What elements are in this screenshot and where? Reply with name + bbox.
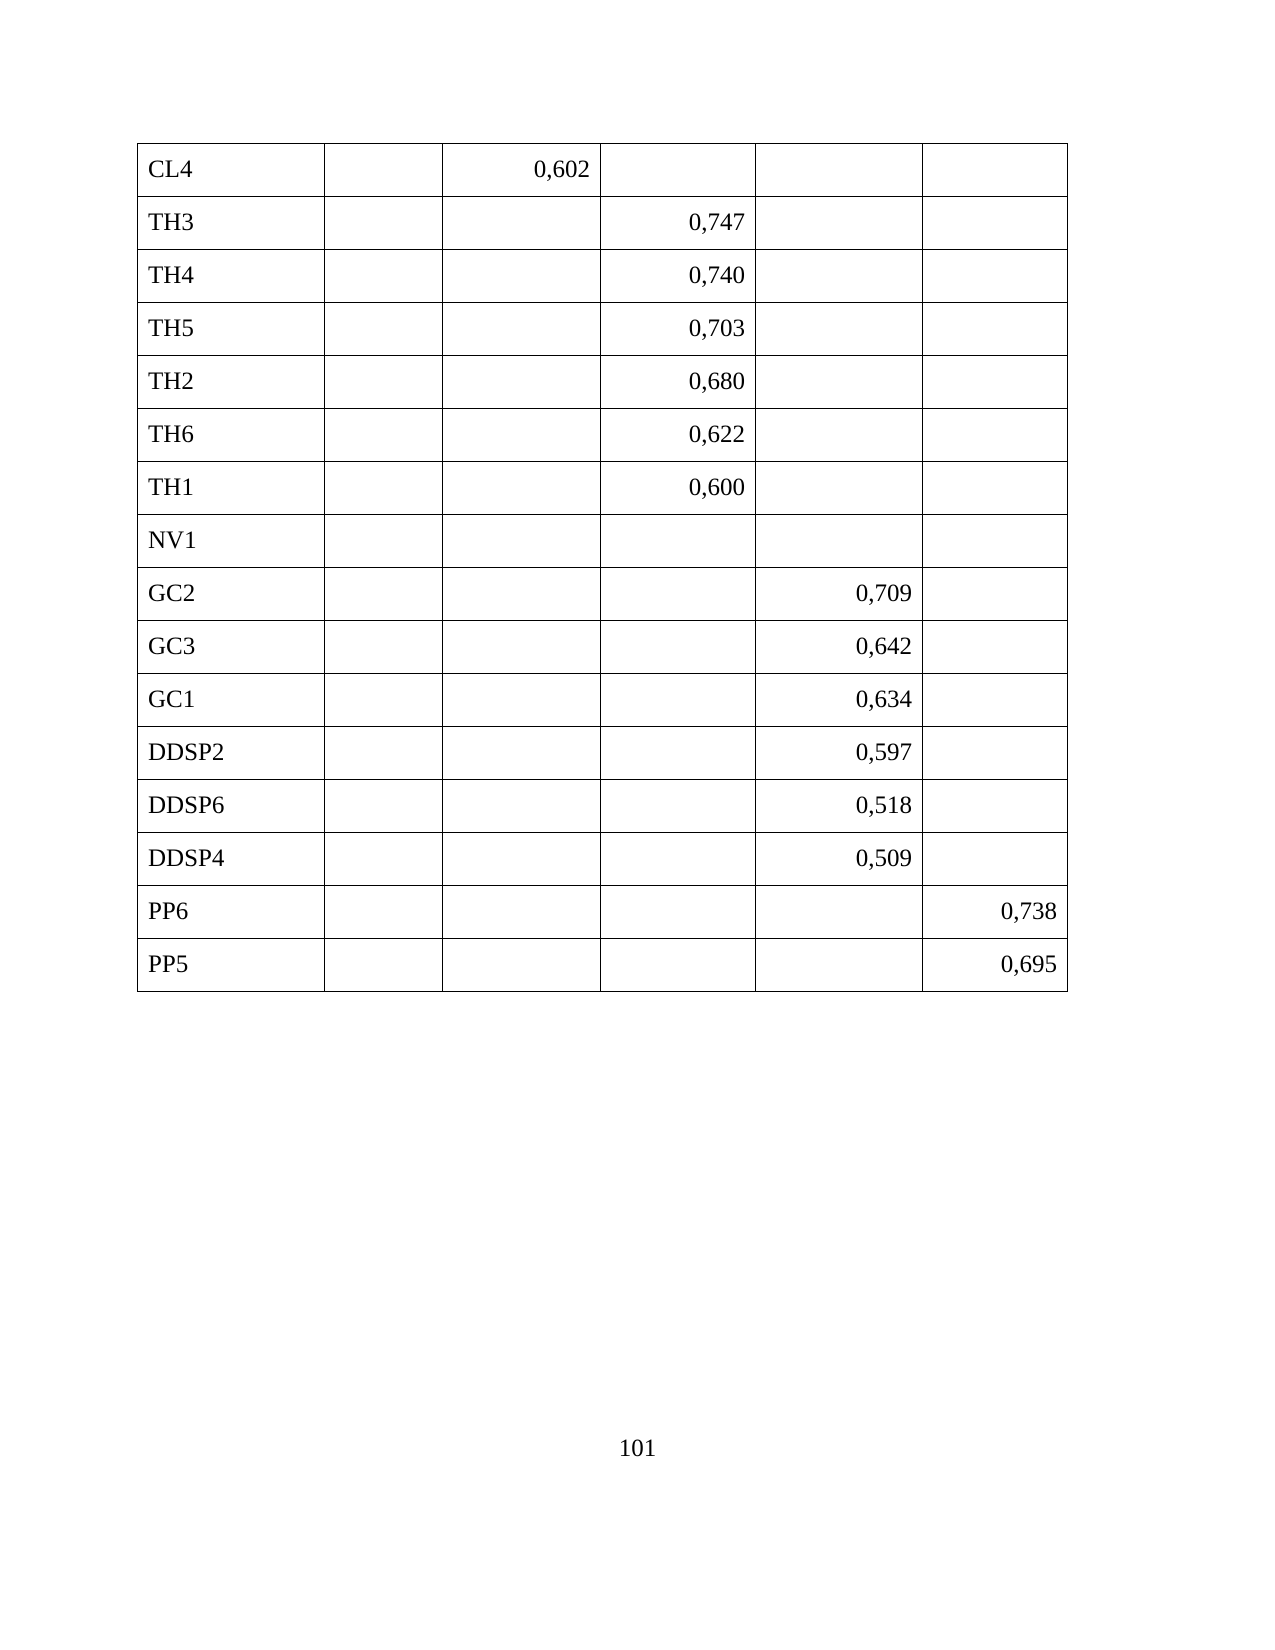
row-value-cell: [923, 462, 1068, 515]
row-value-cell: [923, 144, 1068, 197]
table-row: [138, 886, 1068, 939]
row-value-cell: [443, 462, 601, 515]
row-value-cell: [443, 409, 601, 462]
row-value-cell: [923, 727, 1068, 780]
factor-loadings-table: [137, 143, 1068, 992]
table-row: [138, 621, 1068, 674]
row-value-cell: [923, 568, 1068, 621]
row-value-cell: [756, 197, 923, 250]
row-value-cell: 0,738: [923, 886, 1068, 939]
row-value-cell: [325, 780, 443, 833]
row-value-cell: 0,509: [756, 833, 923, 886]
row-value-cell: [756, 886, 923, 939]
row-label: PP5: [138, 939, 325, 992]
row-value-cell: 0,602: [443, 144, 601, 197]
row-value-cell: [923, 621, 1068, 674]
row-value-cell: 0,634: [756, 674, 923, 727]
row-value-cell: [601, 886, 756, 939]
row-label: TH5: [138, 303, 325, 356]
row-value-cell: [756, 462, 923, 515]
row-value-cell: [325, 462, 443, 515]
row-value-cell: 0,703: [601, 303, 756, 356]
row-value-cell: [756, 939, 923, 992]
row-label: TH3: [138, 197, 325, 250]
row-value-cell: [756, 515, 923, 568]
table-row: [138, 568, 1068, 621]
row-value-cell: 0,518: [756, 780, 923, 833]
row-value-cell: [923, 197, 1068, 250]
row-value-cell: [443, 674, 601, 727]
row-value-cell: [443, 303, 601, 356]
row-value-cell: [443, 515, 601, 568]
table-row: [138, 674, 1068, 727]
row-value-cell: 0,695: [923, 939, 1068, 992]
row-value-cell: 0,680: [601, 356, 756, 409]
row-value-cell: [325, 144, 443, 197]
row-value-cell: [325, 356, 443, 409]
row-label: PP6: [138, 886, 325, 939]
table-row: [138, 462, 1068, 515]
row-value-cell: [325, 568, 443, 621]
row-value-cell: [325, 409, 443, 462]
row-label: TH4: [138, 250, 325, 303]
row-value-cell: 0,597: [756, 727, 923, 780]
row-value-cell: [443, 886, 601, 939]
row-value-cell: [756, 303, 923, 356]
table-row: [138, 303, 1068, 356]
row-value-cell: [443, 621, 601, 674]
row-value-cell: [443, 833, 601, 886]
row-label: GC2: [138, 568, 325, 621]
row-value-cell: [601, 727, 756, 780]
row-value-cell: [601, 144, 756, 197]
row-value-cell: [325, 727, 443, 780]
factor-loadings-table-container: [137, 143, 1067, 992]
row-label: NV1: [138, 515, 325, 568]
table-row: [138, 780, 1068, 833]
row-value-cell: [756, 409, 923, 462]
row-value-cell: [923, 515, 1068, 568]
row-value-cell: [601, 568, 756, 621]
row-label: TH1: [138, 462, 325, 515]
row-value-cell: [923, 674, 1068, 727]
table-row: [138, 727, 1068, 780]
row-value-cell: [443, 568, 601, 621]
row-value-cell: 0,622: [601, 409, 756, 462]
row-value-cell: [443, 356, 601, 409]
table-row: [138, 409, 1068, 462]
row-label: CL4: [138, 144, 325, 197]
row-value-cell: 0,747: [601, 197, 756, 250]
table-row: [138, 250, 1068, 303]
row-value-cell: [601, 833, 756, 886]
row-value-cell: [923, 833, 1068, 886]
row-value-cell: [443, 780, 601, 833]
row-value-cell: 0,709: [756, 568, 923, 621]
row-value-cell: 0,740: [601, 250, 756, 303]
row-value-cell: [325, 621, 443, 674]
row-label: DDSP6: [138, 780, 325, 833]
row-value-cell: [325, 833, 443, 886]
row-value-cell: [325, 939, 443, 992]
row-value-cell: [923, 303, 1068, 356]
row-value-cell: [325, 303, 443, 356]
row-value-cell: [601, 780, 756, 833]
table-row: [138, 833, 1068, 886]
row-label: GC3: [138, 621, 325, 674]
row-value-cell: 0,600: [601, 462, 756, 515]
row-value-cell: [923, 356, 1068, 409]
row-value-cell: [601, 621, 756, 674]
page-number: 101: [618, 1435, 657, 1462]
row-value-cell: [325, 515, 443, 568]
row-label: GC1: [138, 674, 325, 727]
row-value-cell: [325, 197, 443, 250]
row-value-cell: [443, 939, 601, 992]
table-row: [138, 515, 1068, 568]
row-value-cell: 0,642: [756, 621, 923, 674]
table-row: [138, 356, 1068, 409]
row-value-cell: [756, 356, 923, 409]
table-body: [138, 144, 1068, 992]
row-value-cell: [325, 250, 443, 303]
row-value-cell: [601, 939, 756, 992]
row-value-cell: [443, 197, 601, 250]
row-value-cell: [325, 674, 443, 727]
row-value-cell: [923, 409, 1068, 462]
row-label: TH6: [138, 409, 325, 462]
row-value-cell: [443, 250, 601, 303]
row-value-cell: [601, 674, 756, 727]
row-value-cell: [756, 144, 923, 197]
table-row: [138, 144, 1068, 197]
row-label: DDSP4: [138, 833, 325, 886]
row-value-cell: [923, 250, 1068, 303]
row-value-cell: [756, 250, 923, 303]
row-value-cell: [923, 780, 1068, 833]
row-value-cell: [325, 886, 443, 939]
row-label: TH2: [138, 356, 325, 409]
row-value-cell: [601, 515, 756, 568]
row-label: DDSP2: [138, 727, 325, 780]
table-row: [138, 939, 1068, 992]
table-row: [138, 197, 1068, 250]
row-value-cell: [443, 727, 601, 780]
